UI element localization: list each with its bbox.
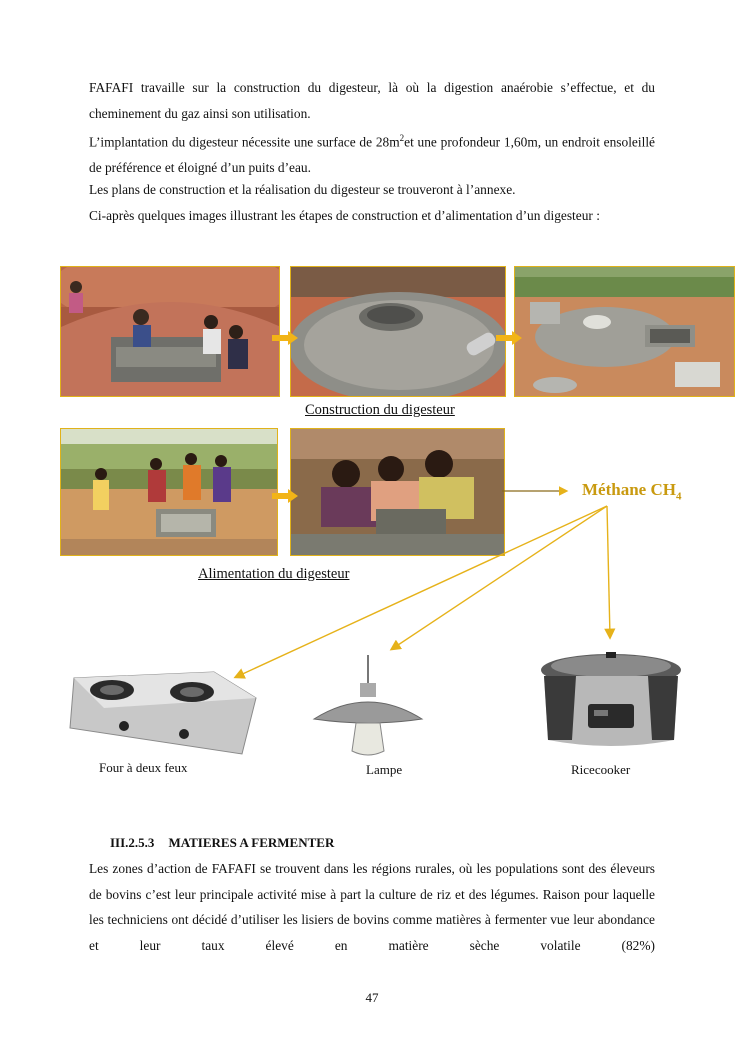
feeding-caption: Alimentation du digesteur [198,566,350,582]
p2-after: et une profondeur 1,60m, un endroit ensoleillé de préférence et éloigné d’un puits d’eau. [89,134,655,175]
lamp-label: Lampe [366,762,403,777]
page-number: 47 [365,990,379,1005]
gas-stove-icon [64,668,260,760]
lamp-icon [312,655,424,765]
intro-paragraph-3: Les plans de construction et la réalisation du digesteur se trouveront à l’annexe. [89,182,516,197]
intro-paragraph-4: Ci-après quelques images illustrant les étapes de construction et d’alimentation d’un digesteur : [89,208,600,223]
intro-paragraph-1: FAFAFI travaille sur la construction du digesteur, là où la digestion anaérobie s’effectue, et du cheminement du gaz ainsi son utilisation. [89,80,655,121]
p2-before: L’implantation du digesteur nécessite une surface de 28m [89,134,400,150]
ricecooker-label: Ricecooker [571,762,631,777]
methane-subscript: 4 [675,490,682,503]
p2-superscript: 2 [399,133,405,143]
section-number: III.2.5.3 [110,835,155,850]
stove-label: Four à deux feux [99,760,188,775]
construction-caption: Construction du digesteur [305,402,455,418]
methane-label [582,480,681,502]
methane-text: Méthane CH [582,480,676,499]
section-title: MATIERES A FERMENTER [168,835,335,850]
section-heading [110,835,334,851]
ricecooker-icon [536,652,686,750]
section-paragraph: Les zones d’action de FAFAFI se trouvent dans les régions rurales, où les populations sont des éleveurs de bovins c’est leur principale activité mise à part la culture de riz et des légumes. Raison pour laquelle les techniciens ont décidé d’utiliser les lisiers de bovins comme matières à fermenter vue leur abondance et leur taux élevé en matière sèche volatile (82%) [89,861,655,953]
